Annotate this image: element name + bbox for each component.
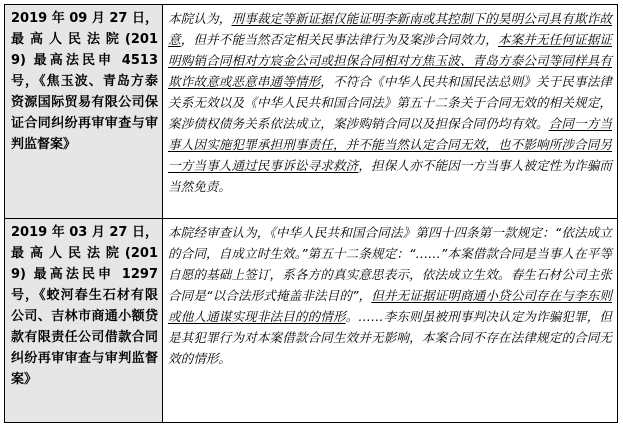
court-reasoning-cell [163,219,618,423]
table-row [5,219,618,423]
case-citation-cell: 2019 年 09 月 27 日，最 高 人 民 法 院 (2019) 最高法民申 4513 号，《焦玉波、青岛方泰资源国际贸易有限公司保证合同纠纷再审审查与审判监督案》 [5,5,163,219]
case-comparison-table [4,4,618,423]
underlined-passage: 但并无证据证明商通小贷公司存在与李东则或他人通谋实现非法目的的情形 [168,288,612,324]
reasoning-text: 。……李东则虽被刑事判决认定为诈骗犯罪，但是其犯罪行为对本案借款合同生效并无影响，本案合同不存在法律规定的合同无效的情形。 [168,309,613,366]
court-reasoning-cell [163,5,618,219]
reasoning-text: 本院经审查认为，《中华人民共和国合同法》第四十四条第一款规定：“依法成立的合同，自成立时生效。”第五十二条规定：“……”本案借款合同是当事人在平等自愿的基础上签订，系各方的真实意思表示，依法成立生效。春生石材公司主张合同是“以合法形式掩盖非法目的”， [168,225,612,303]
underlined-passage: 合同一方当事人因实施犯罪承担刑事责任，并不能当然认定合同无效，也不影响所涉合同另一方当事人通过民事诉讼寻求救济 [168,116,613,173]
reasoning-text: ，不符合《中华人民共和国民法总则》关于民事法律关系无效以及《中华人民共和国合同法》第五十二条关于合同无效的相关规定，案涉债权债务关系依法成立，案涉购销合同以及担保合同仍均有效。 [168,74,613,131]
table-row [5,5,618,219]
reasoning-text: 本院认为， [168,11,232,26]
reasoning-text: ，但并不能当然否定相关民事法律行为及案涉合同效力， [180,32,498,47]
case-citation-cell: 2019 年 03 月 27 日，最 高 人 民 法 院 (2019) 最高法民申 1297 号，《蛟河春生石材有限公司、吉林市商通小额贷款有限责任公司借款合同纠纷再审审查与审判监督案》 [5,219,163,423]
underlined-passage: 刑事裁定等新证据仅能证明李新南或其控制下的昊明公司具有欺诈故意 [168,11,613,47]
underlined-passage: 本案并无任何证据证明购销合同相对方宸金公司或担保合同相对方焦玉波、青岛方泰公司等同样具有欺诈故意或恶意串通等情形 [168,32,613,89]
reasoning-text: ，担保人亦不能因一方当事人被定性为诈骗而当然免责。 [168,158,613,194]
